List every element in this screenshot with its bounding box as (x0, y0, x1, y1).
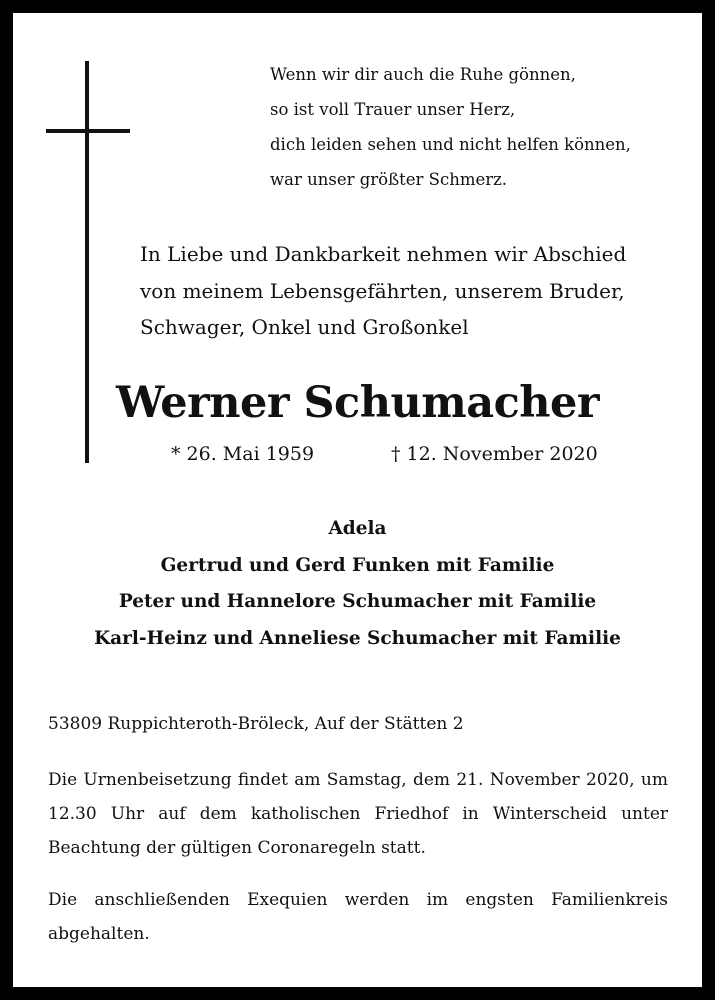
mourner-entry: Gertrud und Gerd Funken mit Familie (160, 554, 555, 576)
mourners-list (13, 511, 702, 657)
family-address: 53809 Ruppichteroth-Bröleck, Auf der Stätten 2 (48, 714, 464, 734)
farewell-intro (140, 236, 700, 346)
cross-horizontal-bar (46, 129, 130, 133)
poem-line: so ist voll Trauer unser Herz, (270, 100, 516, 119)
poem (270, 57, 690, 197)
intro-line: In Liebe und Dankbarkeit nehmen wir Abschied (140, 242, 627, 266)
mourner-entry: Karl-Heinz und Anneliese Schumacher mit Familie (94, 627, 621, 649)
mourner-entry: Peter und Hannelore Schumacher mit Familie (118, 591, 597, 612)
poem-line: war unser größter Schmerz. (270, 170, 508, 189)
intro-line: Schwager, Onkel und Großonkel (140, 315, 469, 339)
burial-notice: Die Urnenbeisetzung findet am Samstag, dem 21. November 2020, um 12.30 Uhr auf dem katholischen Friedhof in Winterscheid unter Beachtung der gültigen Coronaregeln statt. (48, 770, 668, 858)
intro-line: von meinem Lebensgefährten, unserem Bruder, (140, 278, 625, 303)
exequies-notice: Die anschließenden Exequien werden im engsten Familienkreis abgehalten. (48, 890, 668, 944)
mourner-entry: Adela (328, 518, 387, 539)
death-date: † 12. November 2020 (391, 443, 598, 465)
birth-date: * 26. Mai 1959 (171, 443, 315, 465)
deceased-name: Werner Schumacher (115, 378, 600, 428)
poem-line: Wenn wir dir auch die Ruhe gönnen, (270, 65, 576, 84)
poem-line: dich leiden sehen und nicht helfen können, (270, 135, 631, 154)
